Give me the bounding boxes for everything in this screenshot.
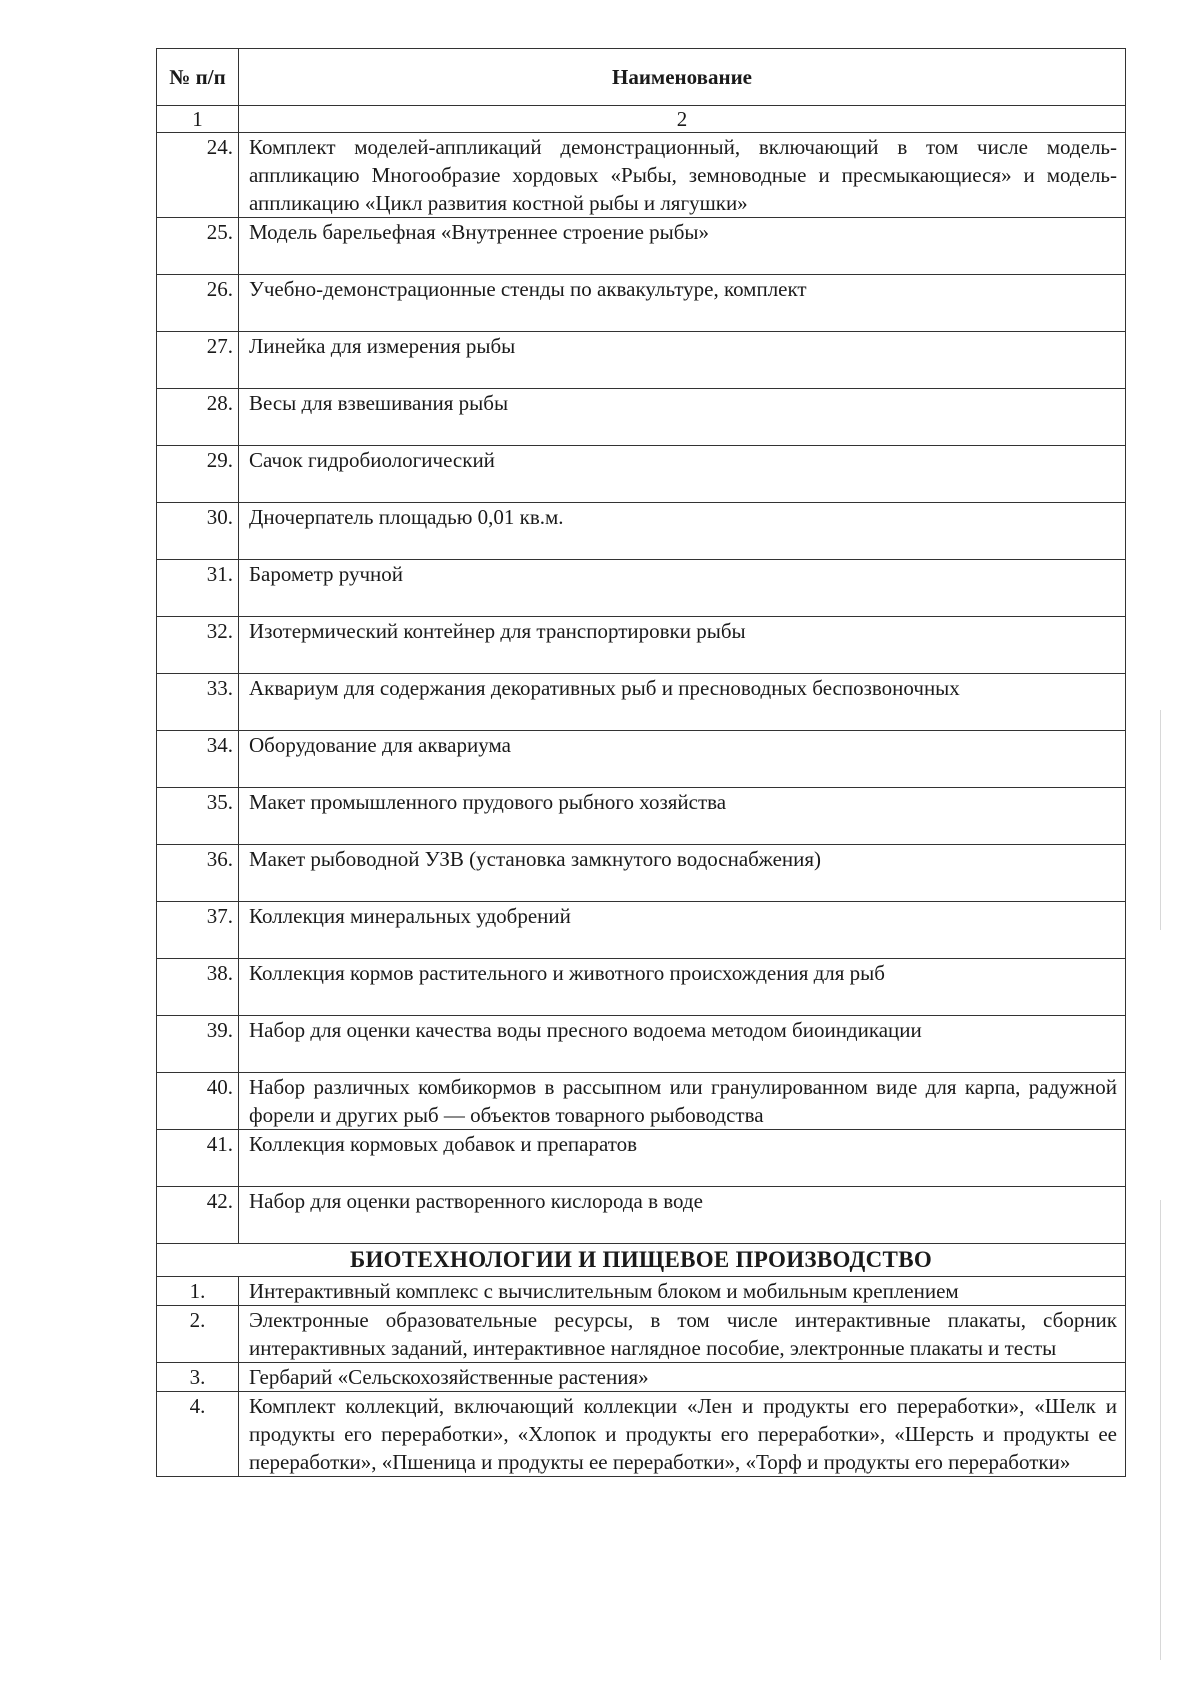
table-row	[157, 218, 1126, 275]
row-number: 2.	[157, 1306, 239, 1363]
row-number: 38.	[157, 959, 239, 1016]
row-number: 41.	[157, 1130, 239, 1187]
row-name: Интерактивный комплекс с вычислительным блоком и мобильным креплением	[239, 1277, 1126, 1306]
table-row	[157, 617, 1126, 674]
row-name: Макет рыбоводной УЗВ (установка замкнутого водоснабжения)	[239, 845, 1126, 902]
row-number: 39.	[157, 1016, 239, 1073]
row-name: Электронные образовательные ресурсы, в том числе интерактивные плакаты, сборник интерактивных заданий, интерактивное наглядное пособие, электронные плакаты и тесты	[239, 1306, 1126, 1363]
section-heading-row	[157, 1244, 1126, 1277]
row-name: Изотермический контейнер для транспортировки рыбы	[239, 617, 1126, 674]
row-name: Коллекция кормовых добавок и препаратов	[239, 1130, 1126, 1187]
row-name: Аквариум для содержания декоративных рыб и пресноводных беспозвоночных	[239, 674, 1126, 731]
column-index-2: 2	[239, 106, 1126, 133]
row-name: Комплект коллекций, включающий коллекции «Лен и продукты его переработки», «Шелк и продукты его переработки», «Хлопок и продукты его переработки», «Шерсть и продукты ее переработки», «Пшеница и продукты ее переработки», «Торф и продукты его переработки»	[239, 1392, 1126, 1477]
table-row	[157, 1016, 1126, 1073]
row-number: 32.	[157, 617, 239, 674]
table-row	[157, 332, 1126, 389]
row-name: Оборудование для аквариума	[239, 731, 1126, 788]
row-number: 37.	[157, 902, 239, 959]
table-row	[157, 1073, 1126, 1130]
equipment-table	[156, 48, 1126, 1477]
row-name: Комплект моделей-аппликаций демонстрационный, включающий в том числе модель-аппликацию Многообразие хордовых «Рыбы, земноводные и пресмыкающиеся» и модель-аппликацию «Цикл развития костной рыбы и лягушки»	[239, 133, 1126, 218]
row-number: 42.	[157, 1187, 239, 1244]
row-name: Коллекция кормов растительного и животного происхождения для рыб	[239, 959, 1126, 1016]
row-name: Набор для оценки растворенного кислорода в воде	[239, 1187, 1126, 1244]
table-row	[157, 902, 1126, 959]
table-row	[157, 845, 1126, 902]
row-number: 31.	[157, 560, 239, 617]
row-number: 28.	[157, 389, 239, 446]
row-name: Линейка для измерения рыбы	[239, 332, 1126, 389]
section-title: БИОТЕХНОЛОГИИ И ПИЩЕВОЕ ПРОИЗВОДСТВО	[157, 1244, 1126, 1277]
row-name: Дночерпатель площадью 0,01 кв.м.	[239, 503, 1126, 560]
table-header-row	[157, 49, 1126, 106]
header-name	[239, 49, 1126, 106]
table-row	[157, 1130, 1126, 1187]
row-number: 40.	[157, 1073, 239, 1130]
row-name: Макет промышленного прудового рыбного хозяйства	[239, 788, 1126, 845]
row-name: Коллекция минеральных удобрений	[239, 902, 1126, 959]
row-name: Барометр ручной	[239, 560, 1126, 617]
row-name: Модель барельефная «Внутреннее строение рыбы»	[239, 218, 1126, 275]
row-number: 33.	[157, 674, 239, 731]
header-number	[157, 49, 239, 106]
header-name-label: Наименование	[612, 65, 752, 89]
table-row	[157, 731, 1126, 788]
row-number: 29.	[157, 446, 239, 503]
row-number: 27.	[157, 332, 239, 389]
scan-edge-line	[1160, 1200, 1161, 1660]
table-row	[157, 1306, 1126, 1363]
table-row	[157, 560, 1126, 617]
column-index-row	[157, 106, 1126, 133]
row-name: Сачок гидробиологический	[239, 446, 1126, 503]
row-number: 26.	[157, 275, 239, 332]
table-row	[157, 1363, 1126, 1392]
table-row	[157, 674, 1126, 731]
table-row	[157, 1392, 1126, 1477]
row-number: 25.	[157, 218, 239, 275]
row-name: Учебно-демонстрационные стенды по аквакультуре, комплект	[239, 275, 1126, 332]
row-name: Набор различных комбикормов в рассыпном или гранулированном виде для карпа, радужной форели и других рыб — объектов товарного рыбоводства	[239, 1073, 1126, 1130]
column-index-1: 1	[157, 106, 239, 133]
row-number: 24.	[157, 133, 239, 218]
row-name: Набор для оценки качества воды пресного водоема методом биоиндикации	[239, 1016, 1126, 1073]
table-body-part1	[157, 133, 1126, 1477]
row-number: 34.	[157, 731, 239, 788]
table-row	[157, 389, 1126, 446]
row-name: Гербарий «Сельскохозяйственные растения»	[239, 1363, 1126, 1392]
table-row	[157, 1187, 1126, 1244]
row-name: Весы для взвешивания рыбы	[239, 389, 1126, 446]
row-number: 36.	[157, 845, 239, 902]
table-row	[157, 959, 1126, 1016]
table-row	[157, 788, 1126, 845]
row-number: 1.	[157, 1277, 239, 1306]
row-number: 30.	[157, 503, 239, 560]
row-number: 3.	[157, 1363, 239, 1392]
table-row	[157, 1277, 1126, 1306]
row-number: 4.	[157, 1392, 239, 1477]
table-row	[157, 133, 1126, 218]
table-row	[157, 275, 1126, 332]
table-row	[157, 503, 1126, 560]
table-row	[157, 446, 1126, 503]
scan-edge-line	[1160, 710, 1161, 930]
row-number: 35.	[157, 788, 239, 845]
header-number-label: № п/п	[169, 64, 226, 89]
